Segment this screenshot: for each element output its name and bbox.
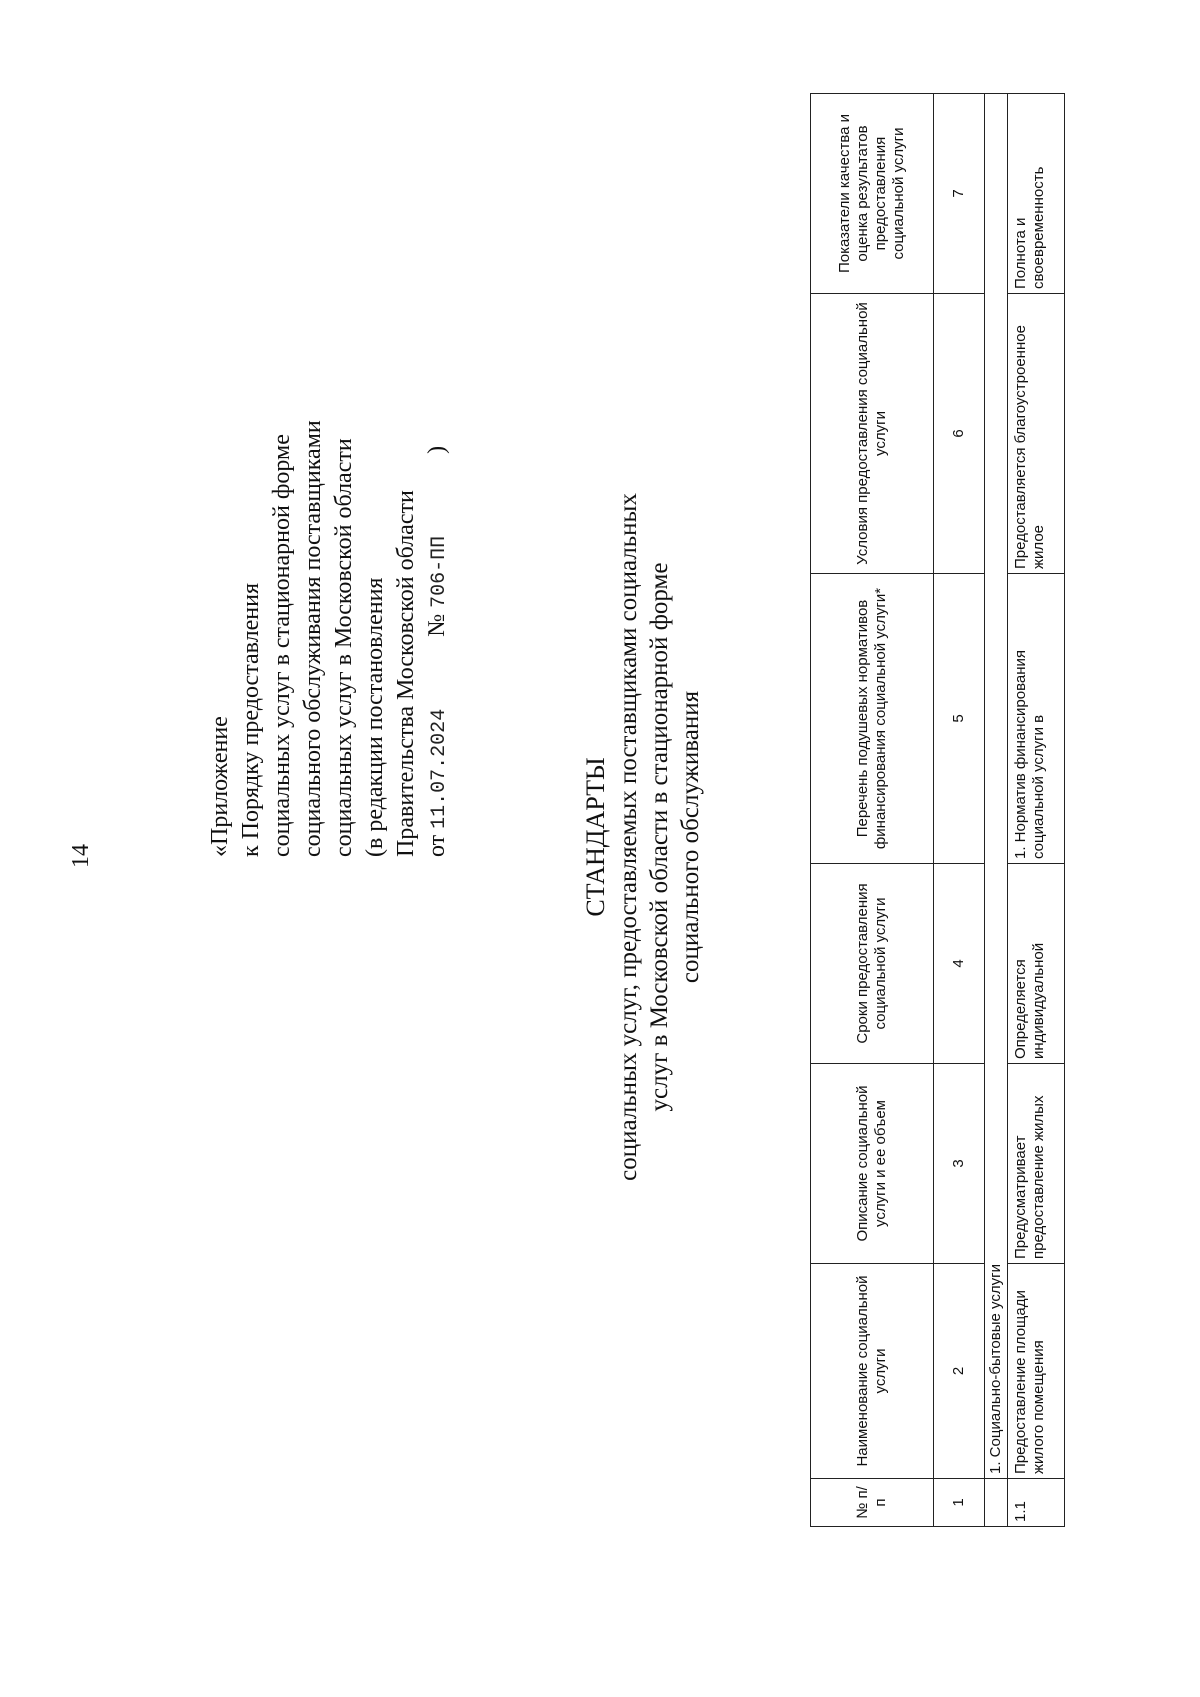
- service-name: Предоставление площади жилого помещения: [1008, 1264, 1065, 1479]
- appendix-line: Правительства Московской области: [393, 490, 419, 857]
- table-row: [1008, 94, 1065, 1527]
- column-number: 6: [934, 294, 985, 574]
- appendix-line: к Порядку предоставления: [238, 582, 264, 857]
- title-heading: СТАНДАРТЫ: [581, 757, 610, 917]
- decree-reference-line: [422, 217, 455, 857]
- title-line: услуг в Московской области в стационарной форме: [646, 562, 673, 1112]
- closing-bracket: ): [424, 445, 450, 454]
- header-cell: Сроки предоставления социальной услуги: [811, 864, 934, 1064]
- from-label: от: [424, 834, 450, 857]
- service-norms: 1. Норматив финансирования социальной услуги в: [1008, 574, 1065, 864]
- service-description: Предусматривает предоставление жилых: [1008, 1064, 1065, 1264]
- header-cell: Условия предоставления социальной услуги: [811, 294, 934, 574]
- appendix-line: социального обслуживания поставщиками: [300, 420, 326, 857]
- column-number-row: [934, 94, 985, 1527]
- header-cell: Перечень подушевых нормативов финансирования социальной услуги*: [811, 574, 934, 864]
- appendix-reference: [205, 217, 455, 857]
- title-line: социальных услуг, предоставляемых поставщиками социальных: [615, 493, 642, 1181]
- appendix-line: социальных услуг в стационарной форме: [269, 434, 295, 857]
- column-number: 4: [934, 864, 985, 1064]
- row-number: 1.1: [1008, 1479, 1065, 1527]
- header-cell: Показатели качества и оценка результатов предоставления социальной услуги: [811, 94, 934, 294]
- section-spacer: [985, 1479, 1008, 1527]
- service-quality: Полнота и своевременность: [1008, 94, 1065, 294]
- decree-date: 11.07.2024: [428, 708, 451, 829]
- column-number: 3: [934, 1064, 985, 1264]
- appendix-line: (в редакции постановления: [362, 577, 388, 857]
- column-number: 5: [934, 574, 985, 864]
- header-cell: Описание социальной услуги и ее объем: [811, 1064, 934, 1264]
- section-title: 1. Социально-бытовые услуги: [985, 94, 1008, 1479]
- column-number: 7: [934, 94, 985, 294]
- appendix-line: социальных услуг в Московской области: [331, 438, 357, 857]
- column-number: 1: [934, 1479, 985, 1527]
- page-number: 14: [68, 844, 94, 868]
- document-title: [580, 417, 706, 1257]
- number-label: №: [424, 613, 450, 637]
- table-header-row: [811, 94, 934, 1527]
- header-cell: Наименование социальной услуги: [811, 1264, 934, 1479]
- column-number: 2: [934, 1264, 985, 1479]
- decree-number: 706-ПП: [428, 535, 451, 608]
- standards-table: [810, 93, 1065, 1527]
- section-row: [985, 94, 1008, 1527]
- service-terms: Определяется индивидуальной: [1008, 864, 1065, 1064]
- service-conditions: Предоставляется благоустроенное жилое: [1008, 294, 1065, 574]
- header-cell: № п/п: [811, 1479, 934, 1527]
- title-line: социального обслуживания: [677, 690, 704, 984]
- appendix-line: «Приложение: [207, 716, 233, 857]
